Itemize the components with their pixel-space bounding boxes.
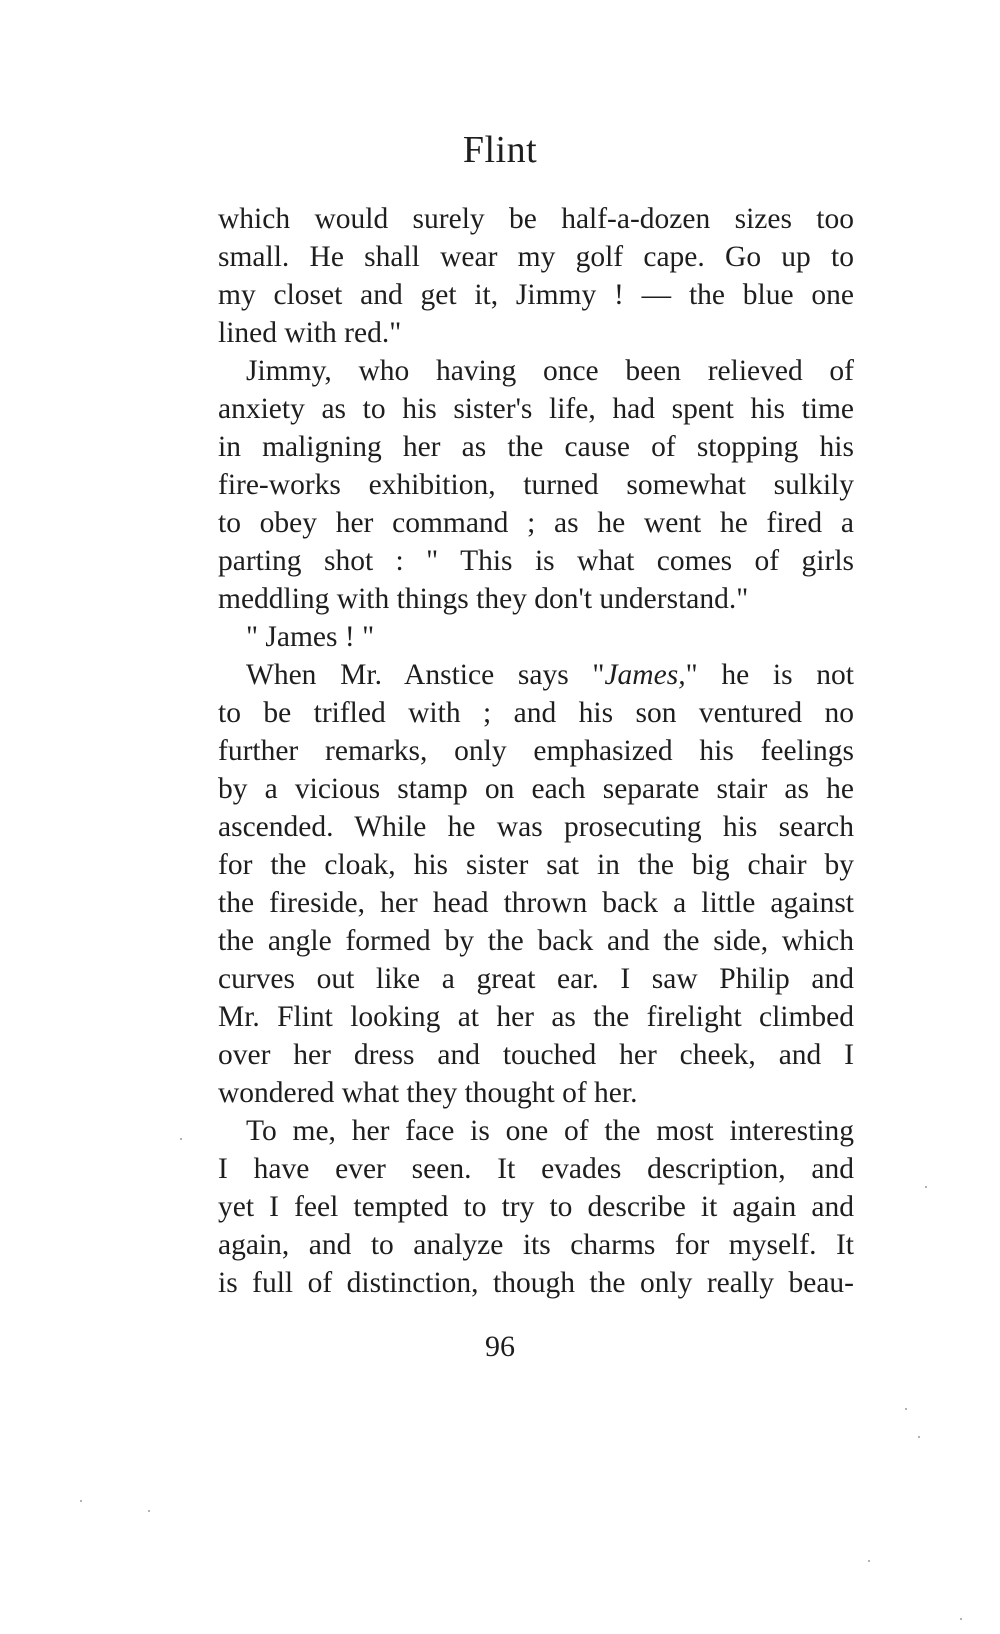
text-line: Mr. Flint looking at her as the firelight climbed xyxy=(218,1001,854,1033)
scan-speck xyxy=(868,1560,870,1562)
scan-speck xyxy=(80,1500,82,1502)
text-line: over her dress and touched her cheek, and I xyxy=(218,1039,854,1071)
text-line: anxiety as to his sister's life, had spent his time xyxy=(218,393,854,425)
text-line: my closet and get it, Jimmy ! — the blue one xyxy=(218,279,854,311)
text-line: the angle formed by the back and the side, which xyxy=(218,925,854,957)
text-line: wondered what they thought of her. xyxy=(218,1077,638,1109)
text-line: lined with red." xyxy=(218,317,402,349)
text-line: When Mr. Anstice says "James," he is not xyxy=(246,659,854,691)
page-number: 96 xyxy=(485,1330,515,1363)
text-line: the fireside, her head thrown back a little against xyxy=(218,887,854,919)
scan-speck xyxy=(148,1510,150,1512)
text-line: " James ! " xyxy=(246,621,375,653)
body-text xyxy=(218,200,854,1302)
text-line: I have ever seen. It evades description, and xyxy=(218,1153,854,1185)
text-line: in maligning her as the cause of stopping his xyxy=(218,431,854,463)
scan-speck xyxy=(905,1408,907,1410)
text-line: again, and to analyze its charms for myself. It xyxy=(218,1229,854,1261)
text-line: fire-works exhibition, turned somewhat sulkily xyxy=(218,469,854,501)
text-line: To me, her face is one of the most interesting xyxy=(246,1115,854,1147)
text-line: ascended. While he was prosecuting his search xyxy=(218,811,854,843)
text-line: curves out like a great ear. I saw Philip and xyxy=(218,963,854,995)
text-line: is full of distinction, though the only really beau- xyxy=(218,1267,854,1299)
scan-speck xyxy=(960,1618,962,1620)
scan-speck xyxy=(918,1436,920,1438)
scan-speck xyxy=(925,1186,927,1188)
text-line: which would surely be half-a-dozen sizes too xyxy=(218,203,854,235)
text-line: parting shot : " This is what comes of girls xyxy=(218,545,854,577)
running-head: Flint xyxy=(462,129,538,171)
text-line: to be trifled with ; and his son ventured no xyxy=(218,697,854,729)
text-line: yet I feel tempted to try to describe it again and xyxy=(218,1191,854,1223)
text-line: further remarks, only emphasized his feelings xyxy=(218,735,854,767)
text-line: for the cloak, his sister sat in the big chair by xyxy=(218,849,854,881)
text-line: meddling with things they don't understand." xyxy=(218,583,749,615)
scan-speck xyxy=(180,1138,182,1140)
text-line: Jimmy, who having once been relieved of xyxy=(246,355,854,387)
text-line: by a vicious stamp on each separate stair as he xyxy=(218,773,854,805)
text-line: small. He shall wear my golf cape. Go up to xyxy=(218,241,854,273)
text-line: to obey her command ; as he went he fired a xyxy=(218,507,854,539)
